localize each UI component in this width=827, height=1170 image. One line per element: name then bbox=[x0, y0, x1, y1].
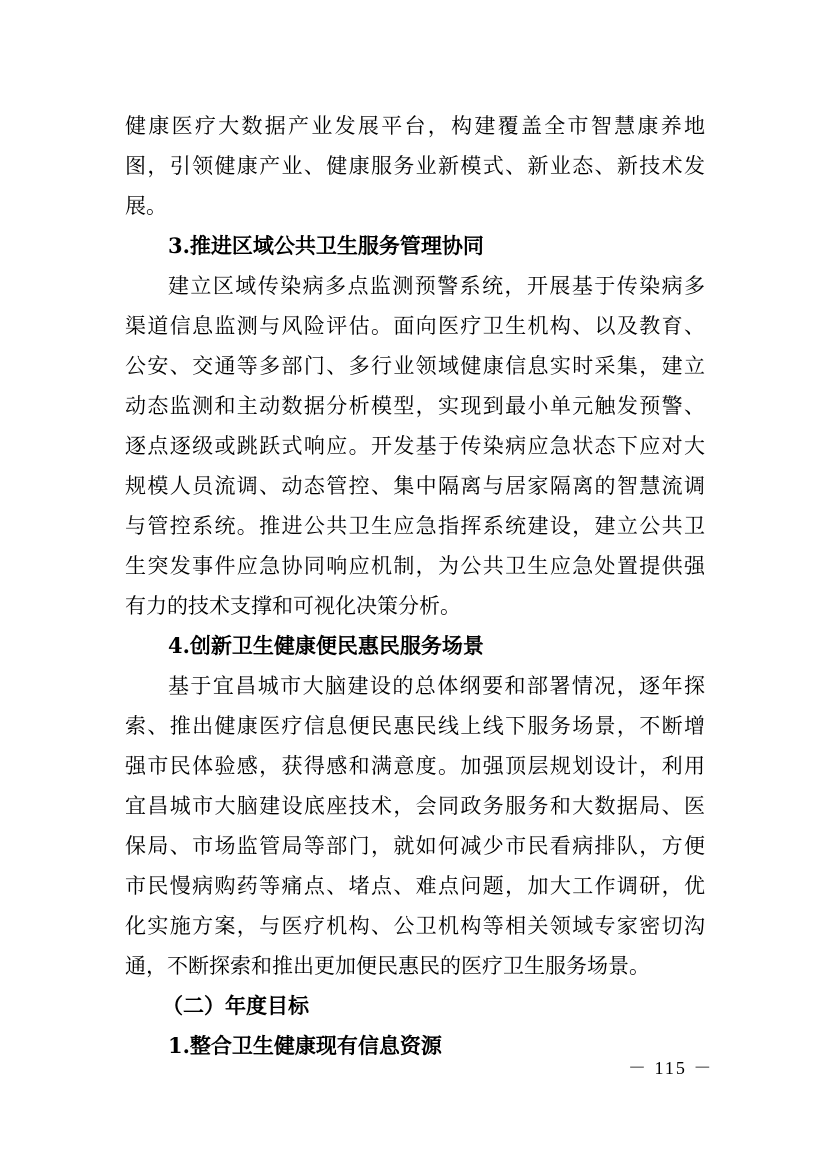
body-text-line: 公安、交通等多部门、多行业领域健康信息实时采集，建立 bbox=[125, 354, 705, 378]
section-heading: （二）年度目标 bbox=[162, 993, 309, 1018]
body-text-line: 动态监测和主动数据分析模型，实现到最小单元触发预警、 bbox=[125, 394, 705, 418]
body-text-line: 逐点逐级或跳跃式响应。开发基于传染病应急状态下应对大 bbox=[125, 434, 705, 458]
body-text-line: 规模人员流调、动态管控、集中隔离与居家隔离的智慧流调 bbox=[125, 474, 705, 498]
body-text-line: 建立区域传染病多点监测预警系统，开展基于传染病多 bbox=[168, 274, 705, 298]
body-text-line: 有力的技术支撑和可视化决策分析。 bbox=[125, 594, 461, 618]
body-text-line: 图，引领健康产业、健康服务业新模式、新业态、新技术发 bbox=[125, 154, 705, 178]
body-text-line: 展。 bbox=[125, 194, 167, 218]
body-text-line: 通，不断探索和推出更加便民惠民的医疗卫生服务场景。 bbox=[125, 954, 650, 978]
section-heading: 3.推进区域公共卫生服务管理协同 bbox=[168, 233, 484, 258]
body-text-line: 保局、市场监管局等部门，就如何减少市民看病排队，方便 bbox=[125, 834, 705, 858]
section-heading: 4.创新卫生健康便民惠民服务场景 bbox=[168, 633, 484, 658]
body-text-line: 索、推出健康医疗信息便民惠民线上线下服务场景，不断增 bbox=[125, 714, 705, 738]
body-text-line: 渠道信息监测与风险评估。面向医疗卫生机构、以及教育、 bbox=[125, 314, 705, 338]
body-text-line: 健康医疗大数据产业发展平台，构建覆盖全市智慧康养地 bbox=[125, 114, 705, 138]
subsection-heading: 1.整合卫生健康现有信息资源 bbox=[168, 1033, 442, 1058]
page-number: － 115 － bbox=[628, 1058, 714, 1078]
body-text-line: 化实施方案，与医疗机构、公卫机构等相关领域专家密切沟 bbox=[125, 914, 705, 938]
body-text-line: 宜昌城市大脑建设底座技术，会同政务服务和大数据局、医 bbox=[125, 794, 705, 818]
body-text-line: 生突发事件应急协同响应机制，为公共卫生应急处置提供强 bbox=[125, 554, 705, 578]
body-text-line: 强市民体验感，获得感和满意度。加强顶层规划设计，利用 bbox=[125, 754, 705, 778]
body-text-line: 与管控系统。推进公共卫生应急指挥系统建设，建立公共卫 bbox=[125, 514, 705, 538]
body-text-line: 基于宜昌城市大脑建设的总体纲要和部署情况，逐年探 bbox=[168, 674, 705, 698]
body-text-line: 市民慢病购药等痛点、堵点、难点问题，加大工作调研，优 bbox=[125, 874, 705, 898]
